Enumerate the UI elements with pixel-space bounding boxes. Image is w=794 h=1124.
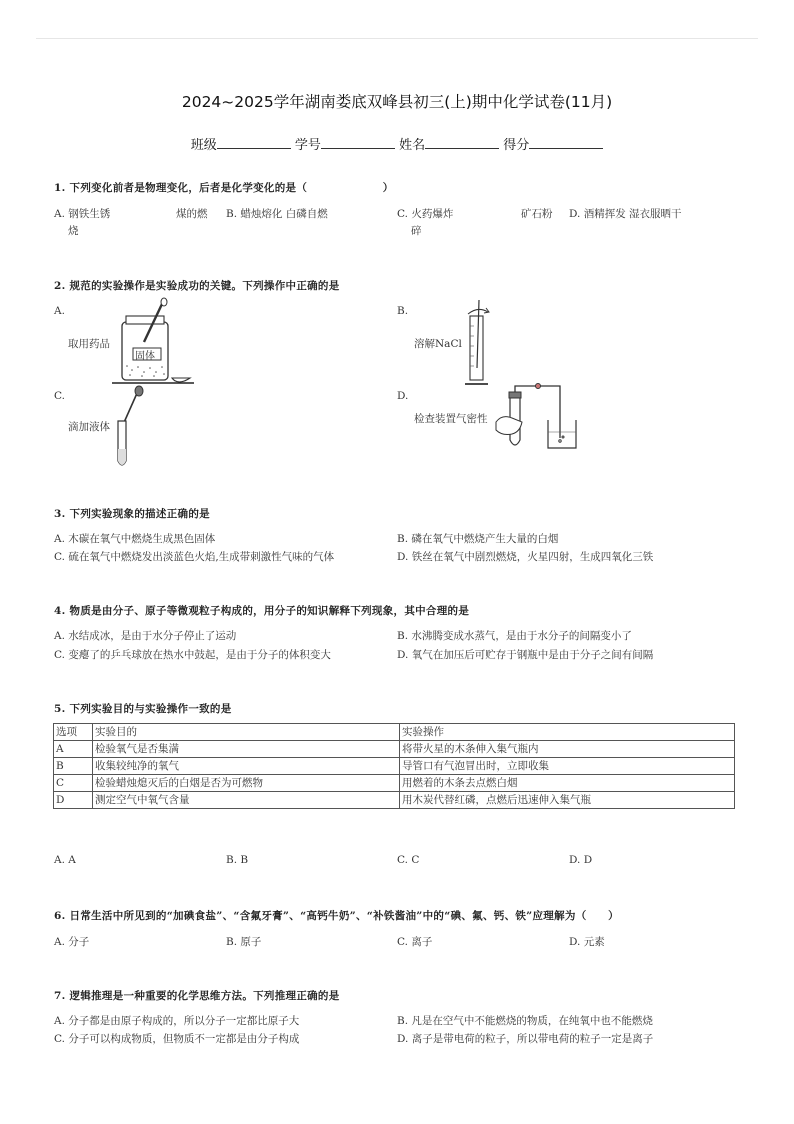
q1-option-a-part2: 煤的燃 [176, 208, 208, 220]
table-row [54, 758, 735, 775]
table-cell: A [54, 741, 93, 758]
q5-option-c: C. C [397, 854, 420, 866]
class-label: 班级 [190, 138, 217, 153]
q3-option-c: C. 硫在氧气中燃烧发出淡蓝色火焰,生成带刺激性气味的气体 [54, 551, 335, 563]
reagent-jar-label: 固体 [135, 351, 155, 362]
exam-title: 2024~2025学年湖南娄底双峰县初三(上)期中化学试卷(11月) [181, 93, 613, 111]
q4-option-d: D. 氧气在加压后可贮存于钢瓶中是由于分子之间有间隔 [397, 649, 654, 661]
question-3-stem: 3. 下列实验现象的描述正确的是 [54, 508, 210, 520]
question-1-stem: 1. 下列变化前者是物理变化，后者是化学变化的是（ ） [54, 182, 394, 194]
q5-option-d: D. D [569, 854, 593, 866]
name-label: 姓名 [399, 138, 426, 153]
table-row [54, 792, 735, 809]
q2-option-c-label: 滴加液体 [68, 421, 110, 433]
q5-table [53, 723, 735, 809]
q1-option-d: D. 酒精挥发 湿衣服晒干 [569, 208, 682, 220]
q3-option-d: D. 铁丝在氧气中剧烈燃烧，火星四射，生成四氧化三铁 [397, 551, 654, 563]
question-2-stem: 2. 规范的实验操作是实验成功的关键。下列操作中正确的是 [54, 280, 340, 292]
q2-option-d-label: 检查装置气密性 [414, 413, 488, 425]
q2-option-d-letter: D. [397, 390, 409, 402]
q1-option-c-part2: 矿石粉 [521, 208, 553, 220]
q6-option-c: C. 离子 [397, 936, 433, 948]
table-cell: 检验氧气是否集满 [93, 741, 400, 758]
q6-option-b: B. 原子 [226, 936, 262, 948]
q1-option-a: A. 钢铁生锈 [54, 208, 111, 220]
q7-option-c: C. 分子可以构成物质，但物质不一定都是由分子构成 [54, 1033, 300, 1045]
add-liquid-dropper-illustration [112, 385, 148, 471]
table-header-cell: 实验操作 [400, 724, 735, 741]
q2-option-c-letter: C. [54, 390, 65, 402]
q1-option-a-wrap: 烧 [68, 225, 79, 237]
question-7-stem: 7. 逻辑推理是一种重要的化学思维方法。下列推理正确的是 [54, 990, 340, 1002]
dissolve-in-cylinder-illustration [460, 298, 496, 388]
table-header-row [54, 724, 735, 741]
student-info-line [0, 134, 794, 153]
table-cell: D [54, 792, 93, 809]
q3-option-a: A. 木碳在氧气中燃烧生成黑色固体 [54, 533, 216, 545]
class-blank[interactable] [217, 136, 291, 149]
q4-option-a: A. 水结成冰，是由于水分子停止了运动 [54, 630, 237, 642]
q7-option-d: D. 离子是带电荷的粒子，所以带电荷的粒子一定是离子 [397, 1033, 654, 1045]
question-5-stem: 5. 下列实验目的与实验操作一致的是 [54, 703, 232, 715]
q3-option-b: B. 磷在氧气中燃烧产生大量的白烟 [397, 533, 559, 545]
q2-option-b-letter: B. [397, 305, 409, 317]
q1-option-b: B. 蜡烛熔化 白磷自燃 [226, 208, 328, 220]
question-4-stem: 4. 物质是由分子、原子等微观粒子构成的，用分子的知识解释下列现象，其中合理的是 [54, 605, 470, 617]
table-cell: 导管口有气泡冒出时，立即收集 [400, 758, 735, 775]
table-cell: 检验蜡烛熄灭后的白烟是否为可燃物 [93, 775, 400, 792]
q7-option-b: B. 凡是在空气中不能燃烧的物质，在纯氧中也不能燃烧 [397, 1015, 653, 1027]
q1-option-c-wrap: 碎 [411, 225, 422, 237]
q5-option-a: A. A [54, 854, 76, 866]
q4-option-c: C. 变瘪了的乒乓球放在热水中鼓起，是由于分子的体积变大 [54, 649, 331, 661]
q6-option-a: A. 分子 [54, 936, 90, 948]
table-cell: 用木炭代替红磷，点燃后迅速伸入集气瓶 [400, 792, 735, 809]
q6-option-d: D. 元素 [569, 936, 605, 948]
id-label: 学号 [294, 138, 321, 153]
score-label: 得分 [503, 138, 530, 153]
header-divider [36, 38, 758, 39]
table-cell: 将带火星的木条伸入集气瓶内 [400, 741, 735, 758]
table-header-cell: 选项 [54, 724, 93, 741]
q1-option-c: C. 火药爆炸 [397, 208, 454, 220]
q2-option-a-letter: A. [54, 305, 65, 317]
q4-option-b: B. 水沸腾变成水蒸气，是由于水分子的间隔变小了 [397, 630, 632, 642]
question-6-stem: 6. 日常生活中所见到的“加碘食盐”、“含氟牙膏”、“高钙牛奶”、“补铁酱油”中的“碘、氟、钙、铁”应理解为（ ） [54, 910, 619, 922]
table-cell: B [54, 758, 93, 775]
table-row [54, 775, 735, 792]
table-cell: 用燃着的木条去点燃白烟 [400, 775, 735, 792]
table-header-cell: 实验目的 [93, 724, 400, 741]
q2-option-a-label: 取用药品 [68, 338, 110, 350]
table-cell: C [54, 775, 93, 792]
q2-option-b-label: 溶解NaCl [414, 338, 462, 350]
id-blank[interactable] [321, 136, 395, 149]
score-blank[interactable] [529, 136, 603, 149]
table-cell: 测定空气中氧气含量 [93, 792, 400, 809]
table-cell: 收集较纯净的氧气 [93, 758, 400, 775]
table-row [54, 741, 735, 758]
name-blank[interactable] [425, 136, 499, 149]
q5-option-b: B. B [226, 854, 249, 866]
airtightness-check-illustration [492, 384, 584, 454]
q7-option-a: A. 分子都是由原子构成的，所以分子一定都比原子大 [54, 1015, 300, 1027]
take-solid-reagent-illustration [112, 302, 196, 386]
